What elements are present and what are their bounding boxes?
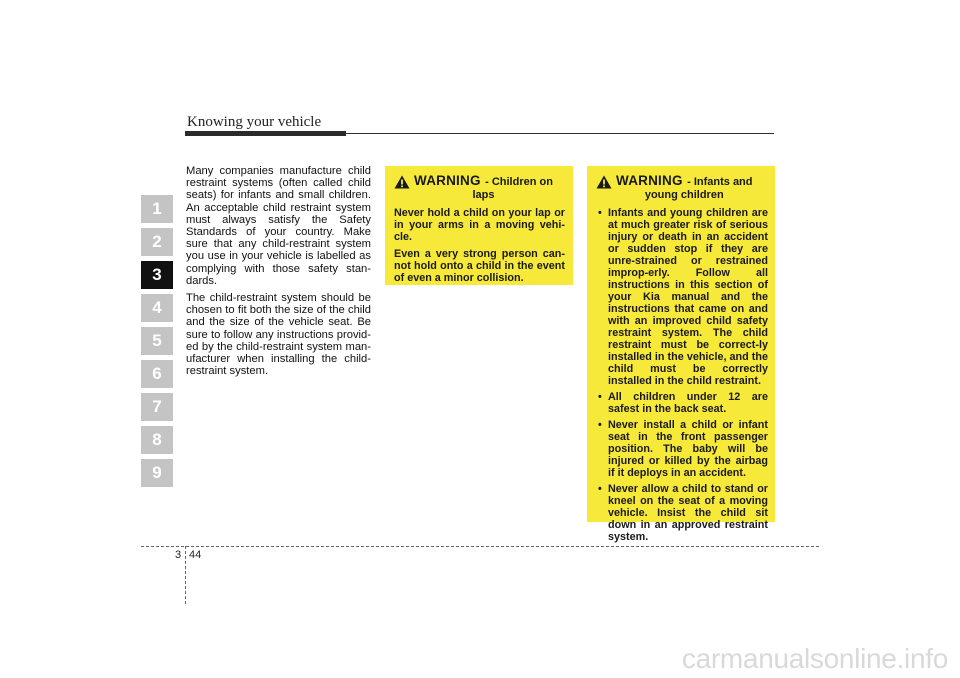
warning-triangle-icon xyxy=(596,175,612,189)
warning-list-item: • Never install a child or infant seat in the front passenger position. The baby will be injured or killed by the airbag if it deploys in an accident. xyxy=(596,419,768,479)
warning-list-item: • Never allow a child to stand or kneel on the seat of a moving vehicle. Insist the child sit down in an approved restraint system. xyxy=(596,483,768,543)
warning-subtitle-cont: young children xyxy=(644,189,724,201)
chapter-tab-2[interactable]: 2 xyxy=(141,228,173,256)
warning-paragraph-2: Even a very strong person can-not hold onto a child in the event of even a minor collision. xyxy=(394,248,565,284)
chapter-tab-4[interactable]: 4 xyxy=(141,294,173,322)
warning-subtitle: - Infants and xyxy=(687,176,753,188)
warning-box-infants xyxy=(587,166,775,543)
chapter-tabs xyxy=(141,195,173,492)
warning-triangle-icon xyxy=(394,175,410,189)
footer-dashed-rule xyxy=(141,546,819,547)
chapter-tab-7[interactable]: 7 xyxy=(141,393,173,421)
body-text-column xyxy=(186,165,371,382)
chapter-tab-3[interactable]: 3 xyxy=(141,261,173,289)
warning-heading xyxy=(394,174,565,202)
warning-list-item: • Infants and young children are at much greater risk of serious injury or death in an accident or sudden stop if they are unre-strained or restrained improp-erly. Follow all instructions in this section of your Kia manual and the instructions that came on and with an improved child safety restraint system. The child restraint must be correct-ly installed in the vehicle, and the child must be correctly installed in the child restraint. xyxy=(596,207,768,387)
warning-list xyxy=(596,207,768,543)
warning-subtitle-cont: laps xyxy=(472,189,495,201)
footer-page-number: 44 xyxy=(189,549,202,561)
chapter-tab-1[interactable]: 1 xyxy=(141,195,173,223)
header-accent-bar xyxy=(185,131,346,136)
chapter-tab-8[interactable]: 8 xyxy=(141,426,173,454)
warning-paragraph-1: Never hold a child on your lap or in your arms in a moving vehi-cle. xyxy=(394,207,565,243)
footer-chapter-number: 3 xyxy=(175,549,182,561)
footer-vertical-rule xyxy=(185,546,186,604)
chapter-tab-5[interactable]: 5 xyxy=(141,327,173,355)
chapter-tab-6[interactable]: 6 xyxy=(141,360,173,388)
warning-list-item: • All children under 12 are safest in the back seat. xyxy=(596,391,768,415)
page-header-title: Knowing your vehicle xyxy=(187,114,322,130)
chapter-tab-9[interactable]: 9 xyxy=(141,459,173,487)
warning-heading xyxy=(596,174,768,202)
warning-word: WARNING xyxy=(414,173,481,188)
body-paragraph-1: Many companies manufacture child restraint systems (often called child seats) for infants and small children. An acceptable child restraint system must always satisfy the Safety Standards of your country. Make sure that any child-restraint system you use in your vehicle is labelled as complying with those safety stan-dards. xyxy=(186,165,371,287)
header-rule xyxy=(346,133,774,134)
warning-word: WARNING xyxy=(616,173,683,188)
watermark-text: carmanualsonline.info xyxy=(681,643,948,674)
warning-subtitle: - Children on xyxy=(485,176,553,188)
warning-box-children-on-laps xyxy=(385,166,573,285)
body-paragraph-2: The child-restraint system should be chosen to fit both the size of the child and the size of the vehicle seat. Be sure to follow any instructions provid-ed by the child-restraint system man-ufacturer when installing the child-restraint system. xyxy=(186,292,371,378)
